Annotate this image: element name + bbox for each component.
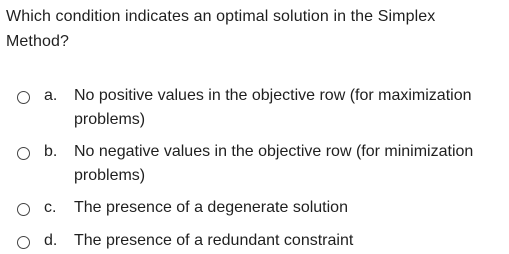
option-c-letter: c. [44,199,57,216]
option-b[interactable] [0,140,509,194]
option-c-label: The presence of a degenerate solution [74,199,348,216]
radio-button-a[interactable] [17,91,30,104]
radio-button-b[interactable] [17,147,30,160]
option-a-label: No positive values in the objective row (for maximization problems) [74,87,472,128]
radio-button-d[interactable] [17,236,30,249]
option-d[interactable] [0,229,509,254]
radio-button-c[interactable] [17,203,30,216]
option-c[interactable] [0,196,509,224]
option-b-label: No negative values in the objective row (for minimization problems) [74,143,474,184]
option-a[interactable] [0,84,509,138]
option-d-letter: d. [44,232,58,249]
option-d-label: The presence of a redundant constraint [74,232,354,249]
option-b-letter: b. [44,143,58,160]
option-a-letter: a. [44,87,58,104]
question-text: Which condition indicates an optimal solution in the Simplex Method? [6,8,436,50]
